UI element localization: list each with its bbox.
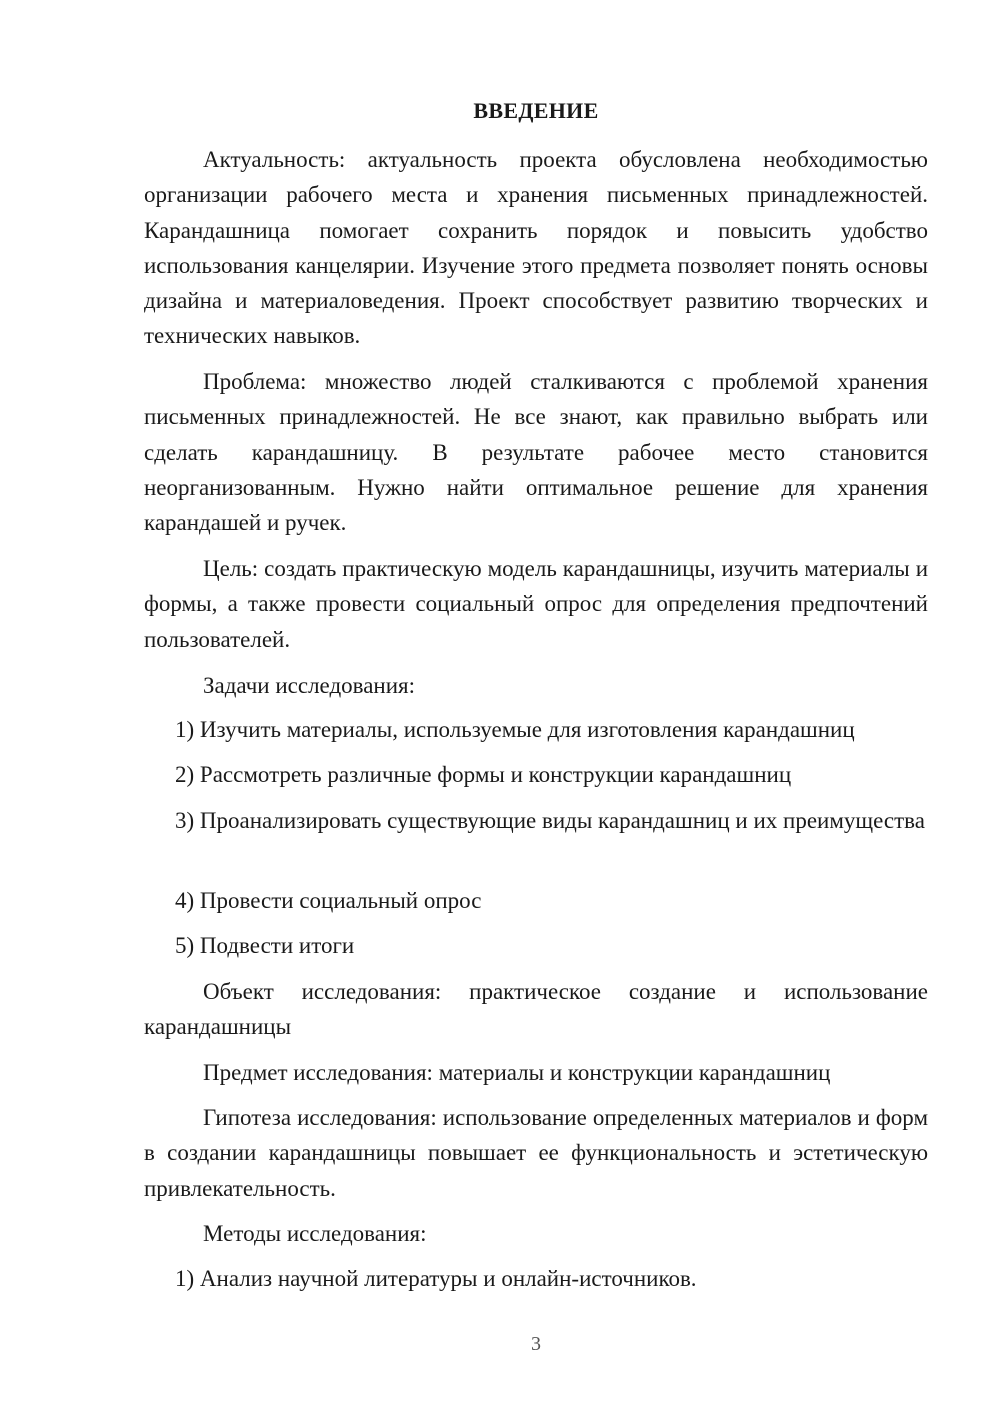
object-paragraph: Объект исследования: практическое создание и использование карандашницы (144, 979, 928, 1040)
goal-paragraph: Цель: создать практическую модель карандашницы, изучить материалы и формы, а также провести социальный опрос для определения предпочтений пользователей. (144, 556, 928, 652)
method-item: 1) Анализ научной литературы и онлайн-источников. (175, 1266, 697, 1291)
task-item: 3) Проанализировать существующие виды карандашниц и их преимущества (175, 808, 925, 833)
methods-heading: Методы исследования: (203, 1221, 427, 1246)
section-title: ВВЕДЕНИЕ (473, 98, 599, 123)
task-item: 1) Изучить материалы, используемые для изготовления карандашниц (175, 717, 855, 742)
page-number: 3 (531, 1333, 541, 1355)
tasks-heading: Задачи исследования: (203, 673, 416, 698)
relevance-paragraph: Актуальность: актуальность проекта обусловлена необходимостью организации рабочего места и хранения письменных принадлежностей. Карандашница помогает сохранить порядок и повысить удобство использования канцелярии. Изучение этого предмета позволяет понять основы дизайна и материаловедения. Проект способствует развитию творческих и технических навыков. (144, 147, 928, 349)
task-item: 4) Провести социальный опрос (175, 888, 482, 913)
problem-paragraph: Проблема: множество людей сталкиваются с проблемой хранения письменных принадлежностей. Не все знают, как правильно выбрать или сделать карандашницу. В результате рабочее место становится неорганизованным. Нужно найти оптимальное решение для хранения карандашей и ручек. (144, 369, 928, 536)
task-item: 5) Подвести итоги (175, 933, 355, 958)
subject-paragraph: Предмет исследования: материалы и конструкции карандашниц (203, 1060, 831, 1085)
hypothesis-paragraph: Гипотеза исследования: использование определенных материалов и форм в создании карандашницы повышает ее функциональность и эстетическую привлекательность. (144, 1105, 928, 1201)
task-item: 2) Рассмотреть различные формы и конструкции карандашниц (175, 762, 792, 787)
